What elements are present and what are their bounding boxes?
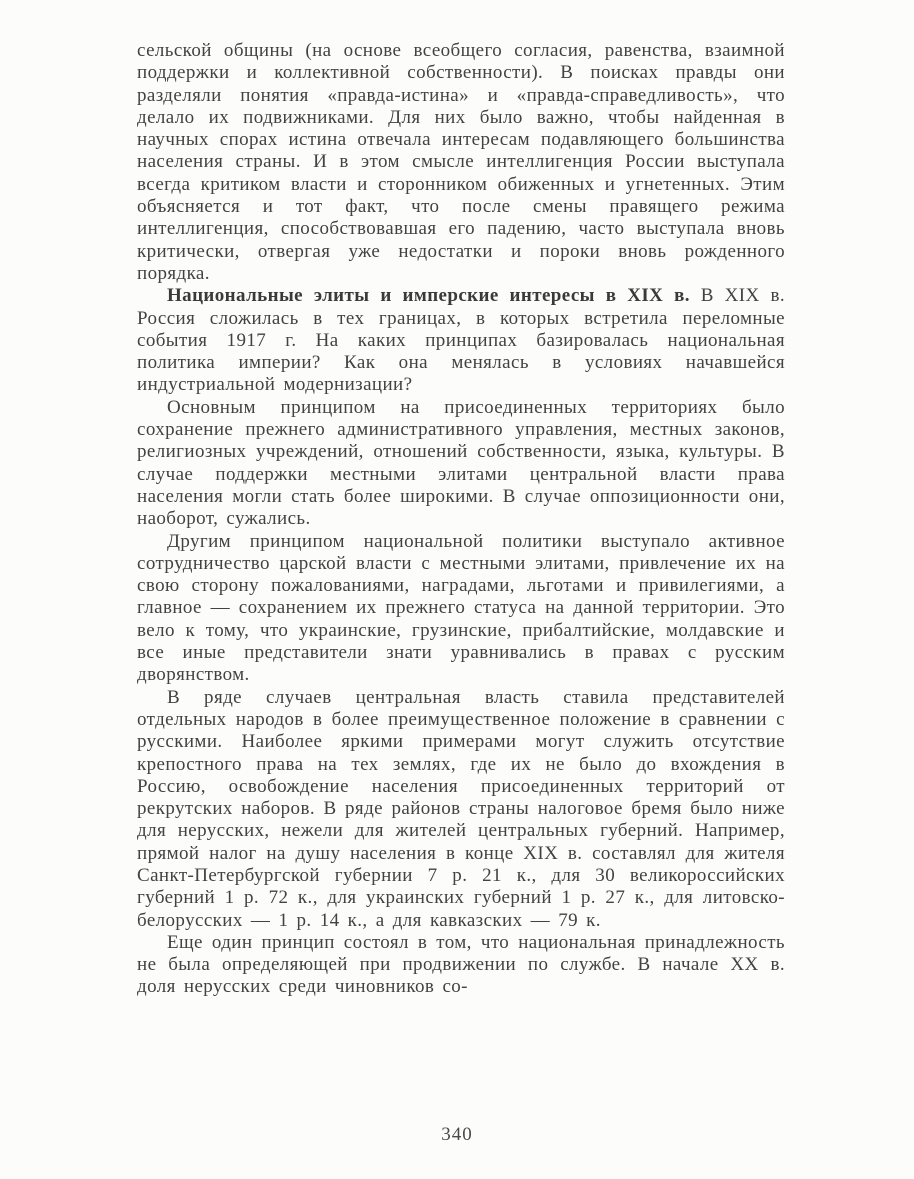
page-text — [137, 40, 785, 999]
page-number: 340 — [441, 1124, 473, 1145]
paragraph: Основным принципом на присоединенных территориях было сохранение прежнего административного управления, местных законов, религиозных учреждений, отношений собственности, языка, культуры. В случае поддержки местными элитами центральной власти права населения могли стать более широкими. В случае оппозиционности они, наоборот, сужались. — [137, 396, 785, 530]
paragraph: Еще один принцип состоял в том, что национальная принадлежность не была определяющей при продвижении по службе. В начале XX в. доля нерусских среди чиновников со- — [137, 931, 785, 998]
paragraph: В ряде случаев центральная власть ставила представителей отдельных народов в более преимущественное положение в сравнении с русскими. Наиболее яркими примерами могут служить отсутствие крепостного права на тех землях, где их не было до вхождения в Россию, освобождение населения присоединенных территорий от рекрутских наборов. В ряде районов страны налоговое бремя было ниже для нерусских, нежели для жителей центральных губерний. Например, прямой налог на душу населения в конце XIX в. составлял для жителя Санкт-Петербургской губернии 7 р. 21 к., для 30 великороссийских губерний 1 р. 72 к., для украинских губерний 1 р. 27 к., для литовско-белорусских — 1 р. 14 к., а для кавказских — 79 к. — [137, 686, 785, 931]
paragraph: Другим принципом национальной политики выступало активное сотрудничество царской власти с местными элитами, привлечение их на свою сторону пожалованиями, наградами, льготами и привилегиями, а главное — сохранением их прежнего статуса на данной территории. Это вело к тому, что украинские, грузинские, прибалтийские, молдавские и все иные представители знати уравнивались в правах с русским дворянством. — [137, 530, 785, 686]
paragraph: сельской общины (на основе всеобщего согласия, равенства, взаимной поддержки и коллективной собственности). В поисках правды они разделяли понятия «правда-истина» и «правда-справедливость», что делало их подвижниками. Для них было важно, чтобы найденная в научных спорах истина отвечала интересам подавляющего большинства населения страны. И в этом смысле интеллигенция России выступала всегда критиком власти и сторонником обиженных и угнетенных. Этим объясняется и тот факт, что после смены правящего режима интеллигенция, способствовавшая его падению, часто выступала вновь критически, отвергая уже недостатки и пороки вновь рожденного порядка. — [137, 40, 785, 284]
paragraph-bold-lead: Национальные элиты и имперские интересы в XIX в. — [167, 285, 690, 307]
paragraph: Национальные элиты и имперские интересы в XIX в. В XIX в. Россия сложилась в тех границах, в которых встретила переломные события 1917 г. На каких принципах базировалась национальная политика империи? Как она менялась в условиях начавшейся индустриальной модернизации? — [137, 285, 785, 396]
